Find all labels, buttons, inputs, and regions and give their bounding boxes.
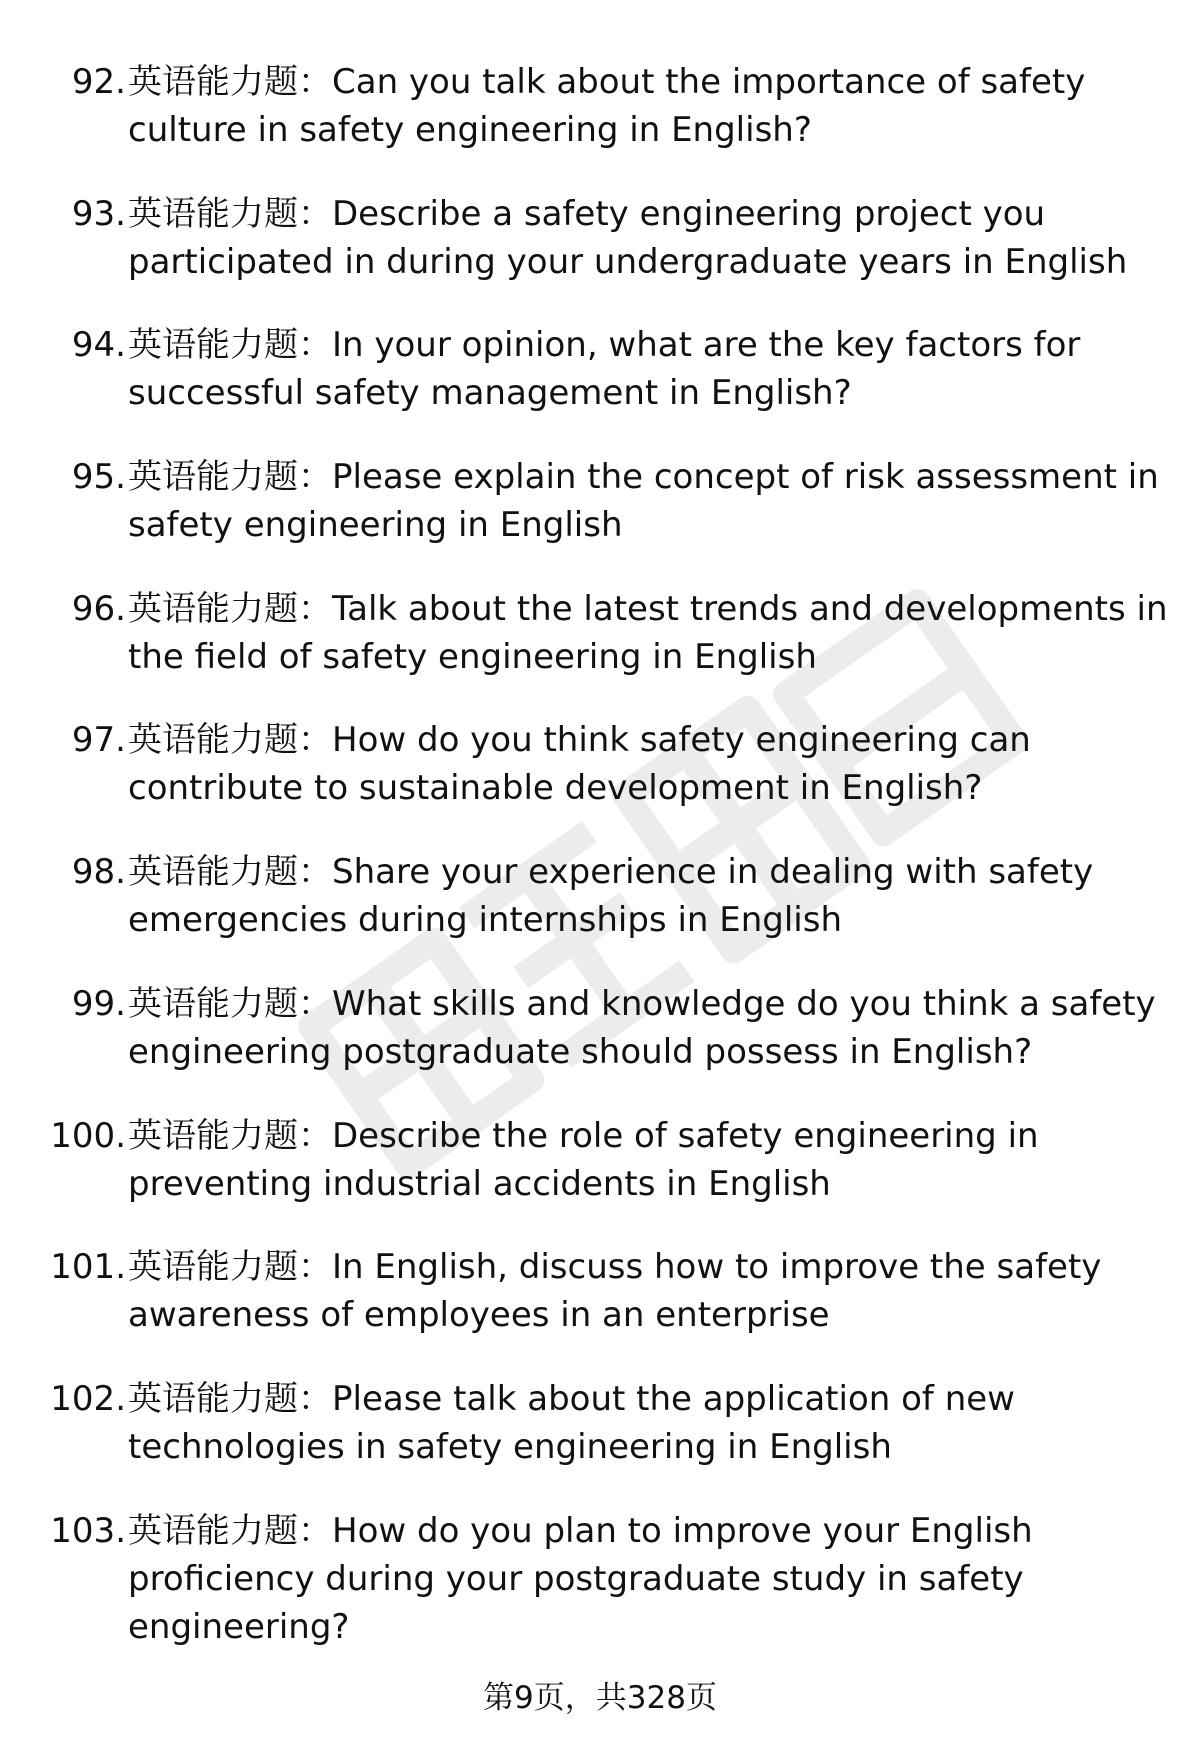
question-item: [0, 321, 1200, 453]
question-text: 英语能力题：How do you plan to improve your English proficiency during your postgraduate study in safety engineering?: [128, 1510, 1033, 1647]
question-text: 英语能力题：In English, discuss how to improve the safety awareness of employees in an enterprise: [128, 1247, 1102, 1336]
question-text: 英语能力题：Can you talk about the importance of safety culture in safety engineering in English?: [128, 62, 1086, 150]
question-number: 97.: [71, 720, 126, 761]
question-number: 101.: [50, 1247, 126, 1288]
question-number: 96.: [71, 588, 126, 629]
question-item: [0, 58, 1200, 190]
question-number: 98.: [71, 852, 126, 893]
question-number: 100.: [50, 1115, 126, 1156]
question-number: 93.: [71, 193, 126, 234]
question-number: 95.: [71, 457, 126, 498]
question-text: 英语能力题：In your opinion, what are the key factors for successful safety management in English?: [128, 325, 1081, 414]
page-footer: 第9页，共328页: [483, 1680, 717, 1716]
question-text: 英语能力题：Share your experience in dealing with safety emergencies during internships in English: [128, 852, 1094, 941]
question-text: 英语能力题：What skills and knowledge do you think a safety engineering postgraduate should possess in English?: [128, 983, 1156, 1072]
question-item: [0, 716, 1200, 848]
question-text: 英语能力题：Please talk about the application of new technologies in safety engineering in English: [128, 1378, 1015, 1467]
question-text: 英语能力题：Describe the role of safety engineering in preventing industrial accidents in English: [128, 1115, 1039, 1204]
question-text: 英语能力题：Talk about the latest trends and developments in the field of safety engineering in English: [128, 588, 1168, 677]
question-number: 102.: [50, 1378, 126, 1419]
question-text: 英语能力题：How do you think safety engineering can contribute to sustainable development in English?: [128, 720, 1031, 809]
question-text: 英语能力题：Describe a safety engineering project you participated in during your undergraduate years in English: [128, 193, 1128, 282]
question-list: [0, 58, 1200, 1687]
question-item: [0, 190, 1200, 322]
question-item: [0, 453, 1200, 585]
question-item: [0, 848, 1200, 980]
question-item: [0, 585, 1200, 717]
question-item: [0, 1375, 1200, 1507]
question-number: 92.: [71, 62, 126, 102]
question-number: 103.: [50, 1510, 126, 1551]
question-item: [0, 1243, 1200, 1375]
question-item: [0, 1112, 1200, 1244]
question-item: [0, 980, 1200, 1112]
question-number: 94.: [71, 325, 126, 366]
question-item: [0, 1507, 1200, 1687]
question-text: 英语能力题：Please explain the concept of risk assessment in safety engineering in English: [128, 457, 1159, 546]
question-number: 99.: [71, 983, 126, 1024]
